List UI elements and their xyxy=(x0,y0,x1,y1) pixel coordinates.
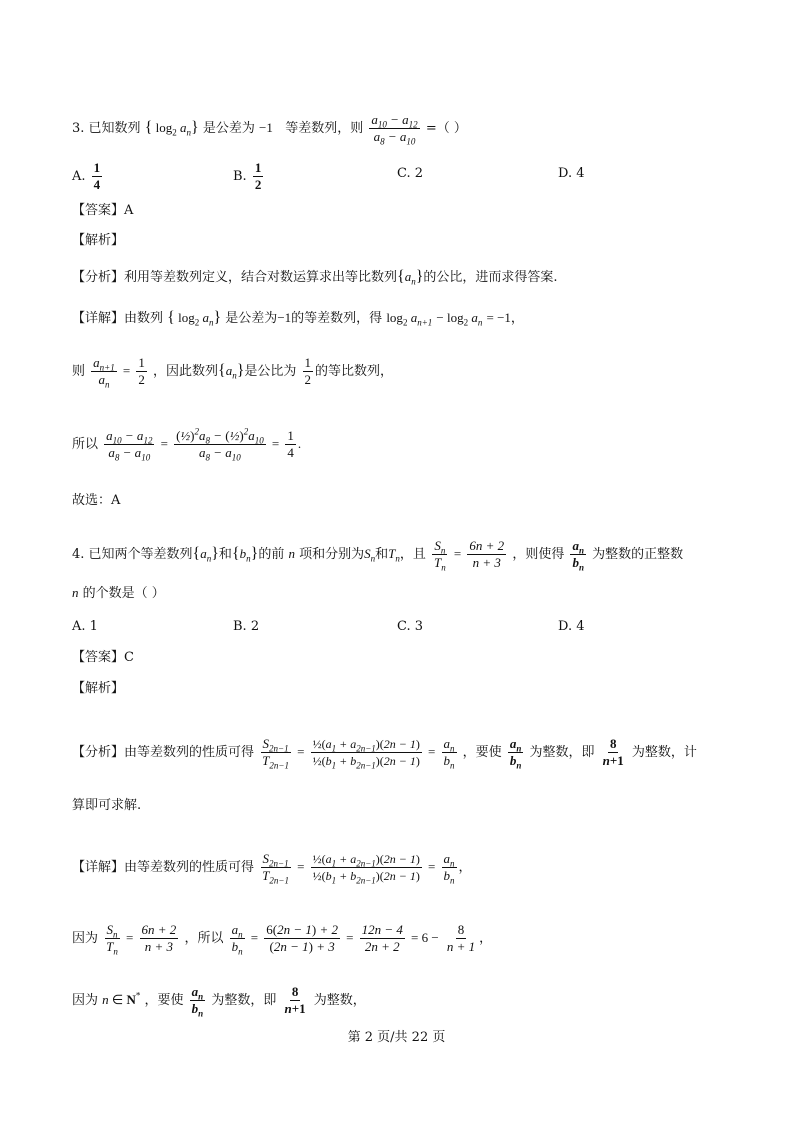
q3-ze: 则 $\frac{a_{n+1}}{a_n}$ = $\frac{1}{2}$ ，因此数列$\{a_n\}$是公比为 $\frac{1}{2}$ 的等比数列， xyxy=(72,355,394,390)
q3-guxuan: 故选：A xyxy=(72,493,121,508)
q4-option-b: B. 2 xyxy=(233,619,260,634)
q4-stem: 4. 已知两个等差数列$\{a_n\}$和$\{b_n\}$的前 n 项和分别为$S_n$和$T_n$，且 $\frac{S_n}{T_n}$ = $\frac{6n + 2}{n + 3}$ ，则使得 $\frac{a_n}{b_n}$ 为整数的正整数 xyxy=(72,538,684,573)
q3-stem-b: 是公差为 xyxy=(202,121,255,136)
q3-option-b: B. $\frac{1}{2}$ xyxy=(233,160,262,192)
q3-stem-d: 等差数列，则 xyxy=(285,121,364,136)
q3-option-d: D. 4 xyxy=(558,166,585,181)
q3-stem-a: 3. 已知数列 xyxy=(72,121,141,136)
q4-jiexi: 【解析】 xyxy=(72,681,125,696)
q4-answer: 【答案】C xyxy=(72,650,134,665)
q3-option-c: C. 2 xyxy=(397,166,424,181)
q3-stem-c: −1 xyxy=(258,120,273,135)
q3-stem: 3. 已知数列 { $\log_2 a_n$} 是公差为 −1 等差数列，则 $\frac{a_{10} - a_{12}}{a_8 - a_{10}}$ =（ ） xyxy=(72,112,467,147)
q3-suoyi: 所以 $\frac{a_{10} - a_{12}}{a_8 - a_{10}}$ = $\frac{(\frac{1}{2})^2a_8 - (\frac{1}{2})^2a_{10}}{a_8 - a_{10}}$ = $\frac{1}{4}$ . xyxy=(72,426,302,463)
q4-fenxi-2: 算即可求解. xyxy=(72,798,142,813)
q4-stem-2: n 的个数是（ ） xyxy=(72,585,165,601)
q3-option-a: A. $\frac{1}{4}$ xyxy=(72,160,101,192)
q4-fenxi: 【分析】由等差数列的性质可得 $\frac{S_{2n-1}}{T_{2n-1}}$ = $\frac{\frac{1}{2}(a_1 + a_{2n-1})(2n - 1)}{\frac{1}{2}(b_1 + b_{2n-1})(2n - 1)}$ = $\frac{a_n}{b_n}$ ，要使 $\frac{a_n}{b_n}$ 为整数，即 $\frac{8}{n+1}$ 为整数，计 xyxy=(72,736,697,771)
q3-fenxi: 【分析】利用等差数列定义，结合对数运算求出等比数列$\{a_n\}$的公比，进而求得答案. xyxy=(72,268,558,287)
q4-option-c: C. 3 xyxy=(397,619,424,634)
q4-option-d: D. 4 xyxy=(558,619,585,634)
page-footer: 第 2 页/共 22 页 xyxy=(347,1030,446,1045)
q4-yinwei: 因为 $\frac{S_n}{T_n}$ = $\frac{6n + 2}{n + 3}$ ，所以 $\frac{a_n}{b_n}$ = $\frac{6(2n - 1) + 2}{(2n - 1) + 3}$ = $\frac{12n - 4}{2n + 2}$ = 6 − $\frac{8}{n + 1}$ ， xyxy=(72,922,493,957)
q4-yinwei-2: 因为 n ∈ N* ，要使 $\frac{a_n}{b_n}$ 为整数，即 $\frac{8}{n+1}$ 为整数， xyxy=(72,984,366,1019)
q3-xiangjie: 【详解】由数列 { $\log_2 a_n$} 是公差为−1的等差数列，得 $\log_2 a_{n+1} - \log_2 a_n = -1$， xyxy=(72,309,524,328)
q3-stem-e: =（ ） xyxy=(425,121,467,136)
q4-xiangjie: 【详解】由等差数列的性质可得 $\frac{S_{2n-1}}{T_{2n-1}}$ = $\frac{\frac{1}{2}(a_1 + a_{2n-1})(2n - 1)}{\frac{1}{2}(b_1 + b_{2n-1})(2n - 1)}$ = $\frac{a_n}{b_n}$ ， xyxy=(72,851,472,886)
q4-option-a: A. 1 xyxy=(72,619,98,634)
q3-answer: 【答案】A xyxy=(72,203,134,218)
q3-jiexi: 【解析】 xyxy=(72,233,125,248)
